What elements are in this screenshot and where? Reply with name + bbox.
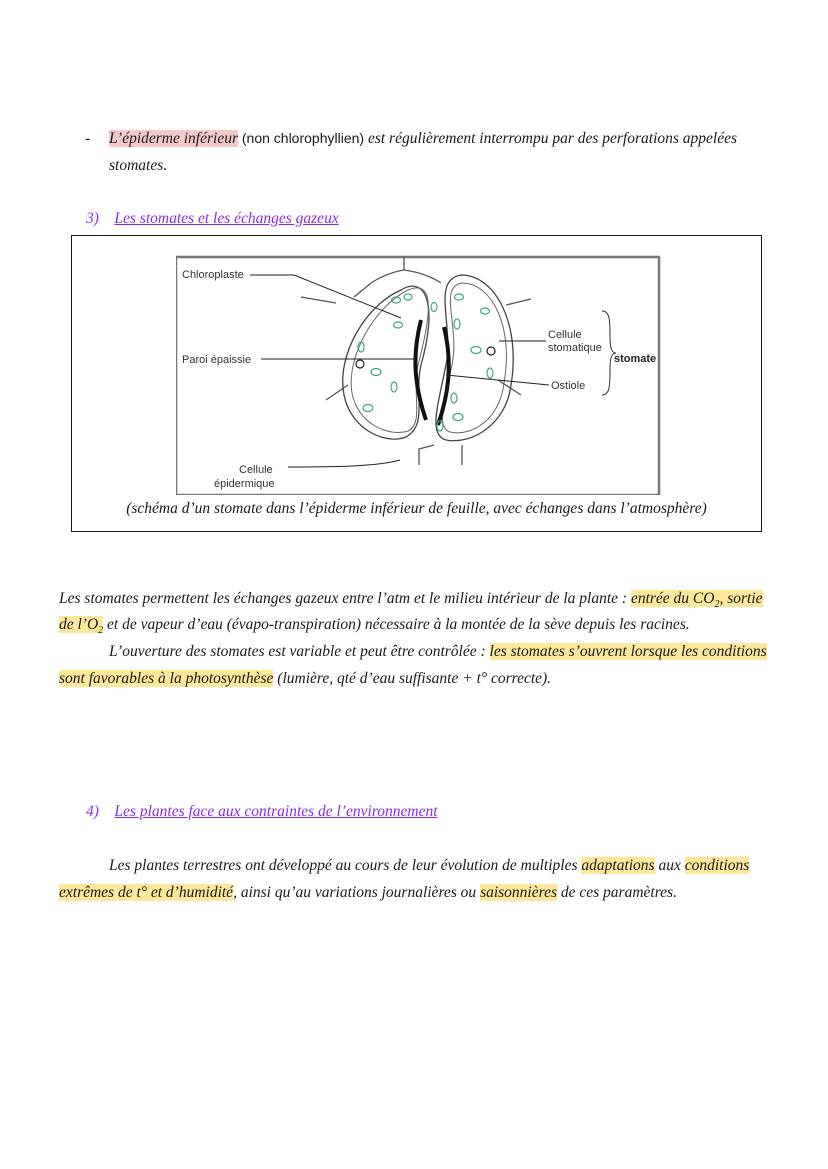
section-4-heading — [86, 803, 438, 821]
para2-text-1: L’ouverture des stomates est variable et peut être contrôlée : — [109, 643, 490, 660]
co2-subscript: 2 — [714, 599, 720, 611]
chloroplast — [453, 414, 463, 421]
leader-cellule-epidermique — [288, 460, 400, 467]
highlight-stomates-ouvrent: les stomates s’ouvrent lorsque les conditions — [489, 643, 767, 660]
para1-text-1: Les stomates permettent les échanges gazeux entre l’atm et le milieu intérieur de la plante : — [59, 590, 631, 607]
para1-line-2 — [59, 616, 690, 636]
label-cellule-stomatique-2: stomatique — [548, 342, 602, 354]
leader-ostiole — [446, 375, 549, 385]
chloroplast — [404, 294, 412, 300]
para2-text-2: (lumière, qté d’eau suffisante + t° correcte). — [273, 670, 552, 687]
chloroplast — [454, 319, 460, 329]
para1-text-2: et de vapeur d’eau (évapo-transpiration) nécessaire à la montée de la sève depuis les racines. — [103, 616, 690, 633]
chloroplast — [431, 303, 437, 312]
highlight-saisonnieres: saisonnières — [480, 884, 557, 901]
para3-line-2 — [59, 884, 677, 902]
chloroplast — [455, 294, 464, 300]
cell-wall — [404, 270, 441, 283]
term-epiderme-inferieur: L’épiderme inférieur — [109, 130, 238, 147]
figure-caption: (schéma d’un stomate dans l’épiderme inférieur de feuille, avec échanges dans l’atmosphère) — [126, 500, 707, 517]
highlight-adaptations: adaptations — [581, 857, 655, 874]
hl-de-lo2-text: de l’O — [59, 616, 99, 633]
para1-line-1 — [59, 590, 763, 610]
cell-wall — [354, 257, 404, 297]
figure-box — [71, 235, 762, 532]
label-cellule-epidermique-1: Cellule — [239, 464, 273, 476]
nucleus — [487, 347, 495, 355]
label-cellule-epidermique-2: épidermique — [214, 478, 275, 490]
guard-cell-right-inner — [442, 283, 506, 433]
chloroplast — [487, 368, 493, 378]
highlight-conditions: conditions — [684, 857, 750, 874]
para3-text-2: aux — [654, 857, 685, 874]
label-chloroplaste: Chloroplaste — [182, 269, 244, 281]
nucleus — [356, 360, 364, 368]
cell-wall — [301, 297, 336, 303]
bullet-dash: - — [85, 130, 91, 147]
para2-line-1 — [109, 643, 767, 661]
bullet-line-2: stomates. — [109, 157, 168, 174]
highlight-sortie-o2 — [59, 616, 104, 637]
para3-text-3: , ainsi qu’au variations journalières ou — [233, 884, 481, 901]
highlight-entree-co2 — [630, 590, 763, 611]
cell-wall — [506, 299, 531, 305]
cell-wall — [419, 445, 434, 465]
stomate-diagram — [176, 245, 736, 495]
label-paroi-epaissie: Paroi épaissie — [182, 354, 252, 366]
para3-text-4: de ces paramètres. — [557, 884, 677, 901]
hl-sortie-text: , sortie — [719, 590, 763, 607]
chloroplast — [471, 347, 481, 354]
hl-entree-co2-text: entrée du CO — [630, 590, 715, 607]
para2-line-2 — [59, 670, 551, 688]
section-4-number: 4) — [86, 803, 99, 820]
section-3-title[interactable]: Les stomates et les échanges gazeux — [114, 210, 339, 227]
o2-subscript: 2 — [98, 625, 104, 637]
highlight-extremes: extrêmes de t° et d’humidité — [59, 884, 234, 901]
para3-text-1: Les plantes terrestres ont développé au cours de leur évolution de multiples — [109, 857, 582, 874]
paren-note: (non chlorophyllien) — [241, 130, 365, 146]
label-cellule-stomatique-1: Cellule — [548, 329, 582, 341]
para3-line-1 — [109, 857, 749, 875]
chloroplast — [391, 382, 397, 392]
section-3-number: 3) — [86, 210, 99, 227]
label-ostiole: Ostiole — [551, 380, 586, 392]
chloroplast — [481, 308, 490, 314]
chloroplast — [371, 369, 381, 376]
leader-chloroplaste — [250, 275, 401, 318]
section-3-heading — [86, 210, 339, 228]
chloroplast — [394, 322, 403, 328]
label-stomate: stomate — [614, 353, 657, 365]
bullet-text-1: est régulièrement interrompu par des perforations appelées — [364, 130, 738, 147]
chloroplast — [451, 393, 457, 403]
highlight-favorables-photosynthese: sont favorables à la photosynthèse — [59, 670, 274, 687]
section-4-title[interactable]: Les plantes face aux contraintes de l’environnement — [114, 803, 438, 820]
bullet-line-1 — [109, 130, 737, 148]
chloroplast — [363, 405, 373, 412]
